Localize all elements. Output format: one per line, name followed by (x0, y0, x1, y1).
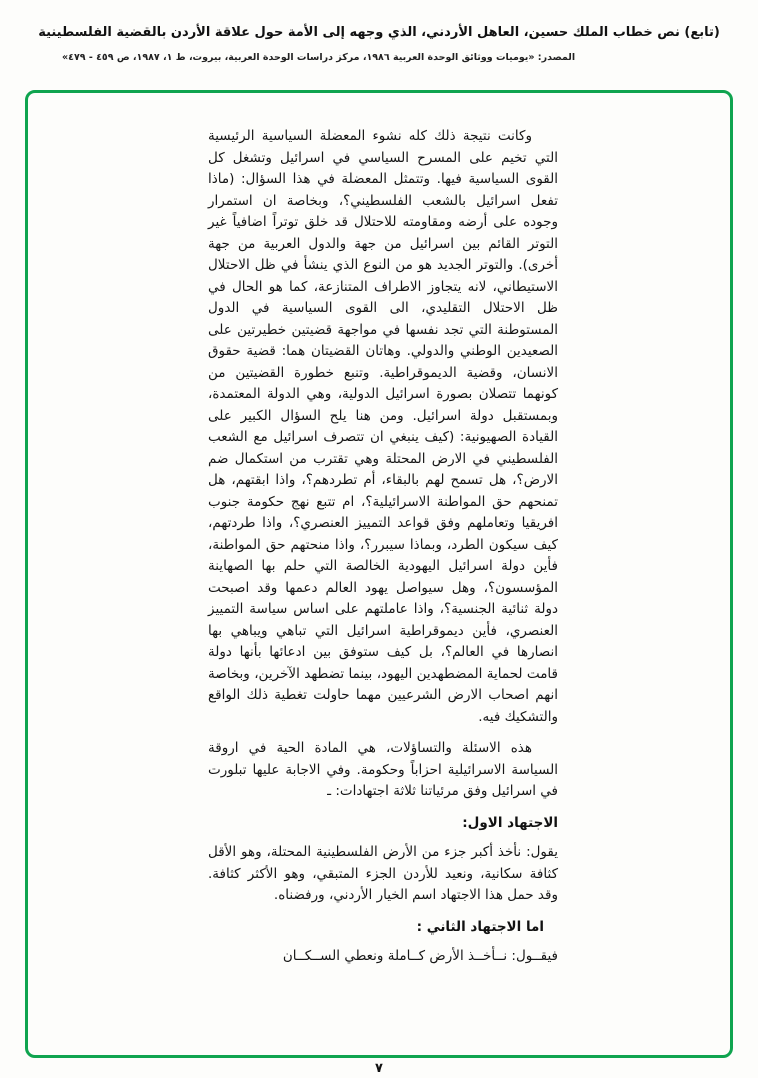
paragraph-main-dilemma: وكانت نتيجة ذلك كله نشوء المعضلة السياسية الرئيسية التي تخيم على المسرح السياسي في اسرائيل وتشغل كل القوى السياسية فيها. وتتمثل المعضلة في هذا السؤال: (ماذا تفعل اسرائيل بالشعب الفلسطيني؟، وبخاصة ان استمرار وجوده على أرضه ومقاومته للاحتلال قد خلق توتراً اضافياً غير التوتر القائم بين اسرائيل من جهة والدول العربية من جهة أخرى). والتوتر الجديد هو من النوع الذي ينشأ في ظل الاحتلال الاستيطاني، لانه يتجاوز الاطراف المتنازعة، كما هو الحال في ظل الاحتلال التقليدي، الى القوى السياسية في الدول المستوطنة التي تجد نفسها في مواجهة قضيتين خطيرتين على الصعيدين الوطني والدولي. وهاتان القضيتان هما: قضية حقوق الانسان، وقضية الديموقراطية. وتنبع خطورة القضيتين من كونهما تتصلان بصورة اسرائيل الدولية، وهي الدولة المعتمدة، وبمستقبل دولة اسرائيل. ومن هنا يلح السؤال الكبير على القيادة الصهيونية: (كيف ينبغي ان تتصرف اسرائيل مع الشعب الفلسطيني في الارض المحتلة وهي تقترب من استكمال ضم الارض؟، هل تسمح لهم بالبقاء، أم تطردهم؟، واذا ابقتهم، هل تمنحهم حق المواطنة الاسرائيلية؟، ام تتبع نهج حكومة جنوب افريقيا وتعاملهم وفق قواعد التمييز العنصري؟، واذا طردتهم، كيف سيكون الطرد، وبماذا سيبرر؟، واذا منحتهم حق المواطنة، فأين دولة اسرائيل اليهودية الخالصة التي حلم بها الصهاينة المؤسسون؟، وهل سيواصل يهود العالم دعمها وقد اصبحت دولة ثنائية الجنسية؟، واذا عاملتهم على اساس سياسة التمييز العنصري، فأين ديموقراطية اسرائيل التي تباهي ويباهي بها انصارها في العالم؟، بل كيف ستوفق بين ادعائها بأنها دولة قامت لحماية المضطهدين اليهود، بينما تضطهد الآخرين، وبخاصة انهم اصحاب الارض الشرعيين مهما حاولت تغطية ذلك الواقع والتشكيك فيه. (208, 128, 558, 725)
paragraph-questions-summary: هذه الاسئلة والتساؤلات، هي المادة الحية في اروقة السياسة الاسرائيلية احزاباً وحكومة. وفي الاجابة عليها تبلورت في اسرائيل وفق مرئياتنا ثلاثة اجتهادات: ـ (208, 740, 558, 799)
paragraph-second-opinion: فيقــول: نــأخــذ الأرض كــاملة ونعطي الســكــان (282, 948, 558, 964)
section-heading-second-opinion: اما الاجتهاد الثاني : (416, 918, 544, 935)
document-header (30, 24, 728, 63)
page-number: ٧ (375, 1061, 383, 1076)
content-frame-border (25, 90, 733, 1058)
document-source-citation: المصدر: «يوميات ووثائق الوحدة العربية ١٩٨٦، مركز دراسات الوحدة العربية، بيروت، ط ١، ١٩٨٧، ص ٤٥٩ - ٤٧٩» (62, 51, 576, 63)
text-column (208, 126, 558, 968)
paragraph-first-opinion: يقول: نأخذ أكبر جزء من الأرض الفلسطينية المحتلة، وهو الأقل كثافة سكانية، ونعيد للأردن الجزء المتبقي، وهو الأكثر كثافة. وقد حمل هذا الاجتهاد اسم الخيار الأردني، ورفضناه. (208, 844, 558, 903)
page-footer (0, 1057, 758, 1076)
section-heading-first-opinion: الاجتهاد الاول: (462, 814, 558, 831)
document-title: (تابع) نص خطاب الملك حسين، العاهل الأردني، الذي وجهه إلى الأمة حول علاقة الأردن بالقضية الفلسطينية (38, 25, 720, 40)
